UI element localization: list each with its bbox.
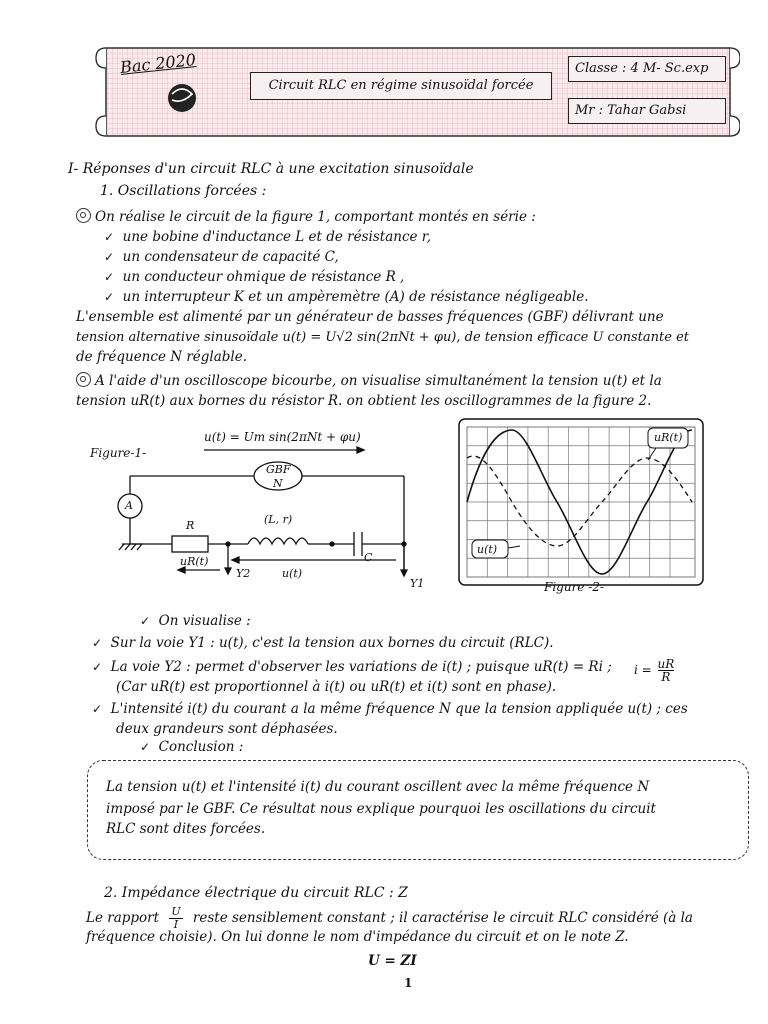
observation-item (92, 700, 688, 719)
conclusion-heading-text: Conclusion : (158, 739, 244, 755)
observation-text: La voie Y2 : permet d'observer les variations de i(t) ; puisque uR(t) = Ri ; (110, 659, 612, 675)
observation-heading (140, 612, 251, 631)
paragraph-line: tension alternative sinusoïdale u(t) = U√2 sin(2πNt + φu), de tension efficace U constante et (76, 330, 689, 345)
check-icon: ✓ (104, 230, 115, 244)
observation-line: deux grandeurs sont déphasées. (116, 721, 338, 737)
list-item-text: un conducteur ohmique de résistance R , (122, 269, 405, 285)
figure-2-label: Figure -2- (544, 580, 604, 594)
figure-2-oscillogram (458, 418, 704, 588)
gbf-frequency: N (273, 477, 283, 490)
teacher-label: Mr : Tahar Gabsi (568, 98, 726, 124)
list-item-text: un condensateur de capacité C, (122, 249, 339, 265)
check-icon: ✓ (104, 290, 115, 304)
current-fraction (634, 658, 674, 683)
bac-year: Bac 2020 (119, 50, 197, 77)
ratio-text-cont: reste sensiblement constant ; il caractérise le circuit RLC considéré (à la (192, 910, 693, 926)
paragraph-line: tension uR(t) aux bornes du résistor R. on obtient les oscillogrammes de la figure 2. (76, 393, 652, 409)
list-item (104, 248, 339, 267)
check-icon: ✓ (92, 660, 103, 674)
u-label: u(t) (282, 567, 303, 580)
page-number: 1 (404, 976, 413, 990)
paragraph-line: L'ensemble est alimenté par un générateur de basses fréquences (GBF) délivrant une (76, 309, 664, 325)
check-icon: ✓ (92, 702, 103, 716)
check-icon: ✓ (140, 614, 151, 628)
section-2-heading: 2. Impédance électrique du circuit RLC : Z (104, 885, 408, 901)
check-icon: ✓ (104, 270, 115, 284)
spiral-bullet-icon (76, 208, 91, 223)
impedance-equation: U = ZI (368, 953, 417, 969)
intro-line (76, 208, 536, 227)
intro-text: On réalise le circuit de la figure 1, comportant montés en série : (95, 209, 536, 225)
coil-label: (L, r) (264, 513, 293, 526)
ur-label: uR(t) (180, 555, 209, 568)
subsection-heading: 1. Oscillations forcées : (100, 183, 267, 199)
fraction-numerator: uR (657, 657, 675, 671)
list-item-text: une bobine d'inductance L et de résistance r, (122, 229, 432, 245)
check-icon: ✓ (140, 740, 151, 754)
fraction-left: i = (634, 663, 652, 677)
paragraph-line: fréquence choisie). On lui donne le nom d'impédance du circuit et on le note Z. (86, 929, 629, 945)
check-icon: ✓ (92, 636, 103, 650)
check-icon: ✓ (104, 250, 115, 264)
class-label: Classe : 4 M- Sc.exp (568, 56, 726, 82)
capacitor-label: C (364, 551, 373, 564)
observation-text: Sur la voie Y1 : u(t), c'est la tension aux bornes du circuit (RLC). (110, 635, 554, 651)
spiral-bullet-icon (76, 372, 91, 387)
ratio-numerator: U (171, 905, 181, 918)
conclusion-line: RLC sont dites forcées. (106, 821, 266, 837)
list-item (104, 268, 404, 287)
gbf-label: GBF (266, 463, 291, 476)
paragraph-text: A l'aide d'un oscilloscope bicourbe, on visualise simultanément la tension u(t) et la (95, 373, 662, 389)
y2-label: Y2 (236, 567, 251, 580)
ammeter-label: A (125, 499, 133, 512)
page-title: Circuit RLC en régime sinusoïdal forcée (250, 72, 552, 100)
conclusion-heading (140, 738, 243, 757)
ratio-text: Le rapport (86, 910, 160, 926)
y1-label: Y1 (410, 577, 425, 590)
figure-1-circuit (86, 424, 426, 600)
header-banner (92, 38, 740, 146)
ratio-denominator: I (173, 918, 179, 931)
observation-text: L'intensité i(t) du courant a la même fréquence N que la tension appliquée u(t) ; ces (110, 701, 688, 717)
ur-tag: uR(t) (654, 431, 683, 444)
conclusion-line: imposé par le GBF. Ce résultat nous explique pourquoi les oscillations du circuit (106, 801, 656, 817)
observation-item (92, 634, 554, 653)
list-item (104, 288, 589, 307)
paragraph-line: de fréquence N réglable. (76, 349, 248, 365)
resistor-label: R (186, 519, 195, 532)
list-item-text: un interrupteur K et un ampèremètre (A) de résistance négligeable. (122, 289, 589, 305)
u-tag: u(t) (477, 543, 498, 556)
list-item (104, 228, 431, 247)
section-heading: I- Réponses d'un circuit RLC à une excitation sinusoïdale (68, 161, 474, 177)
conclusion-line: La tension u(t) et l'intensité i(t) du courant oscillent avec la même fréquence N (106, 779, 650, 795)
observation-line: (Car uR(t) est proportionnel à i(t) ou uR(t) et i(t) sont en phase). (116, 679, 557, 695)
observation-item (92, 658, 612, 677)
paragraph-line (76, 372, 662, 391)
figure-1-label: Figure-1- (90, 446, 147, 460)
formula-label: u(t) = Um sin(2πNt + φu) (204, 430, 361, 444)
observation-heading-text: On visualise : (158, 613, 251, 629)
fraction-denominator: R (661, 670, 671, 684)
